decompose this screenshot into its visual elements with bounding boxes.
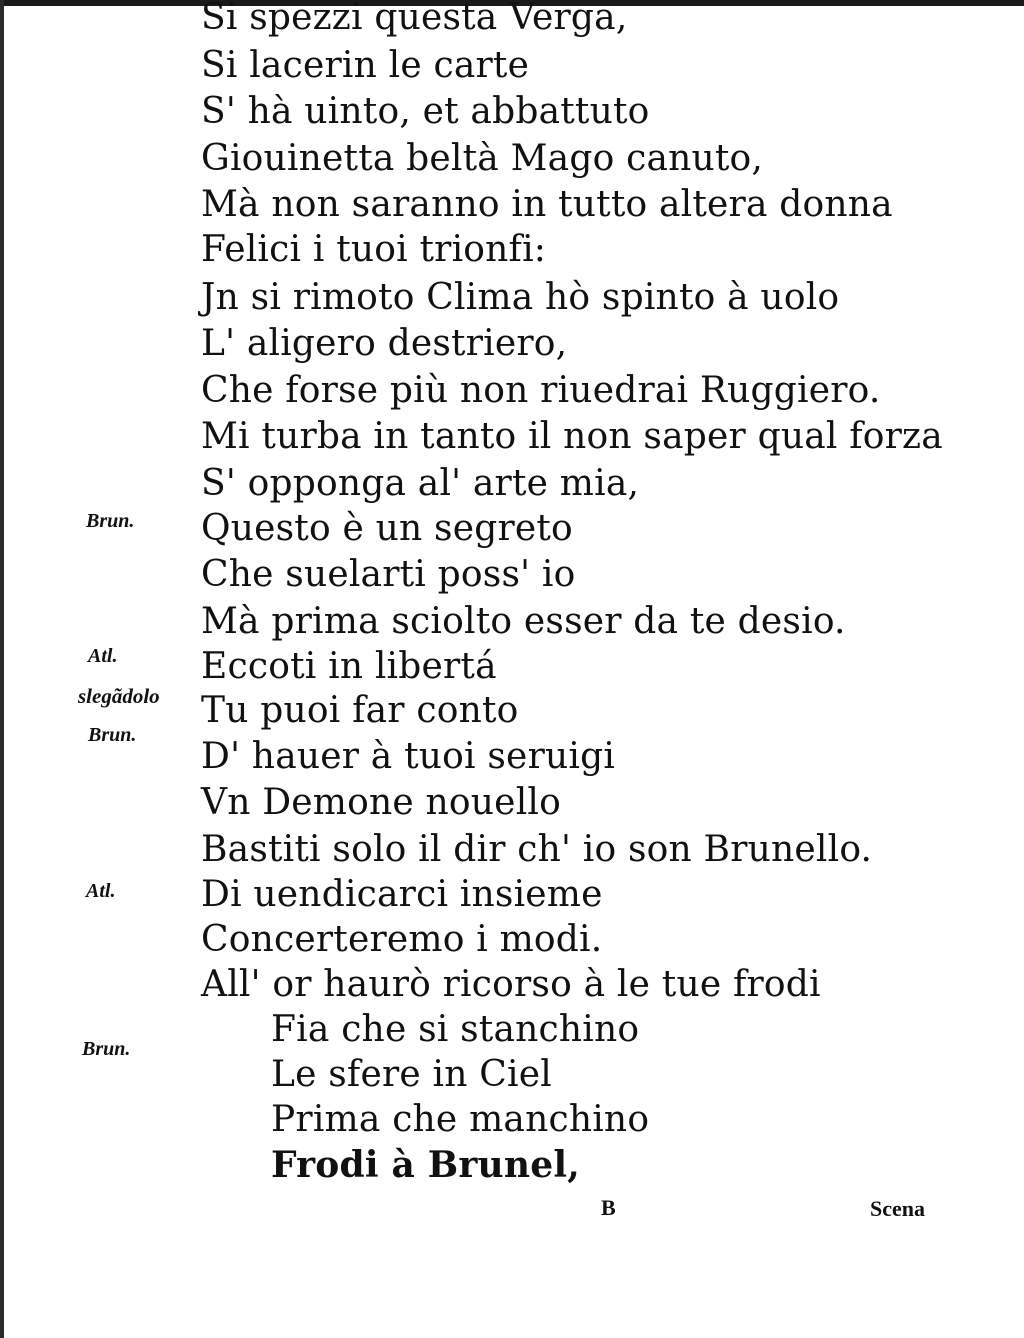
verse-line: Che suelarti poss' io (201, 554, 576, 595)
verse-line: Vn Demone nouello (201, 782, 561, 823)
verse-line: Concerteremo i modi. (201, 919, 603, 960)
verse-line: L' aligero destriero, (201, 323, 568, 364)
verse-line: Tu puoi far conto (201, 690, 519, 731)
verse-line: Le sfere in Ciel (271, 1054, 552, 1095)
speaker-label: Atl. (88, 645, 118, 667)
verse-line: Si lacerin le carte (201, 45, 530, 86)
verse-line: Mà prima sciolto esser da te desio. (201, 601, 846, 642)
verse-line: Mi turba in tanto il non saper qual forza (201, 416, 943, 457)
signature-mark: B (601, 1195, 616, 1220)
verse-line: Frodi à Brunel, (271, 1144, 580, 1186)
verse-line: Eccoti in libertá (201, 646, 497, 687)
verse-line: Prima che manchino (271, 1099, 650, 1140)
speaker-label: Brun. (82, 1038, 131, 1060)
verse-line: Che forse più non riuedrai Ruggiero. (201, 370, 881, 411)
verse-line: All' or haurò ricorso à le tue frodi (201, 964, 821, 1005)
page-left-edge (0, 0, 4, 1338)
verse-line: Bastiti solo il dir ch' io son Brunello. (201, 829, 873, 870)
verse-line: Fia che si stanchino (271, 1009, 640, 1050)
verse-line: Di uendicarci insieme (201, 874, 603, 915)
catchword: Scena (870, 1196, 925, 1221)
verse-line: Si spezzi questa Verga, (201, 0, 628, 38)
verse-line: S' hà uinto, et abbattuto (201, 91, 650, 132)
verse-line: Mà non saranno in tutto altera donna (201, 184, 893, 225)
verse-line: Jn si rimoto Clima hò spinto à uolo (201, 277, 840, 318)
verse-line: S' opponga al' arte mia, (201, 463, 640, 504)
verse-line: Questo è un segreto (201, 508, 573, 549)
verse-line: Giouinetta beltà Mago canuto, (201, 138, 764, 179)
verse-line: D' hauer à tuoi seruigi (201, 736, 616, 777)
stage-direction: slegãdolo (78, 684, 160, 708)
speaker-label: Atl. (86, 880, 116, 902)
speaker-label: Brun. (88, 724, 137, 746)
verse-line: Felici i tuoi trionfi: (201, 229, 547, 270)
speaker-label: Brun. (86, 510, 135, 532)
